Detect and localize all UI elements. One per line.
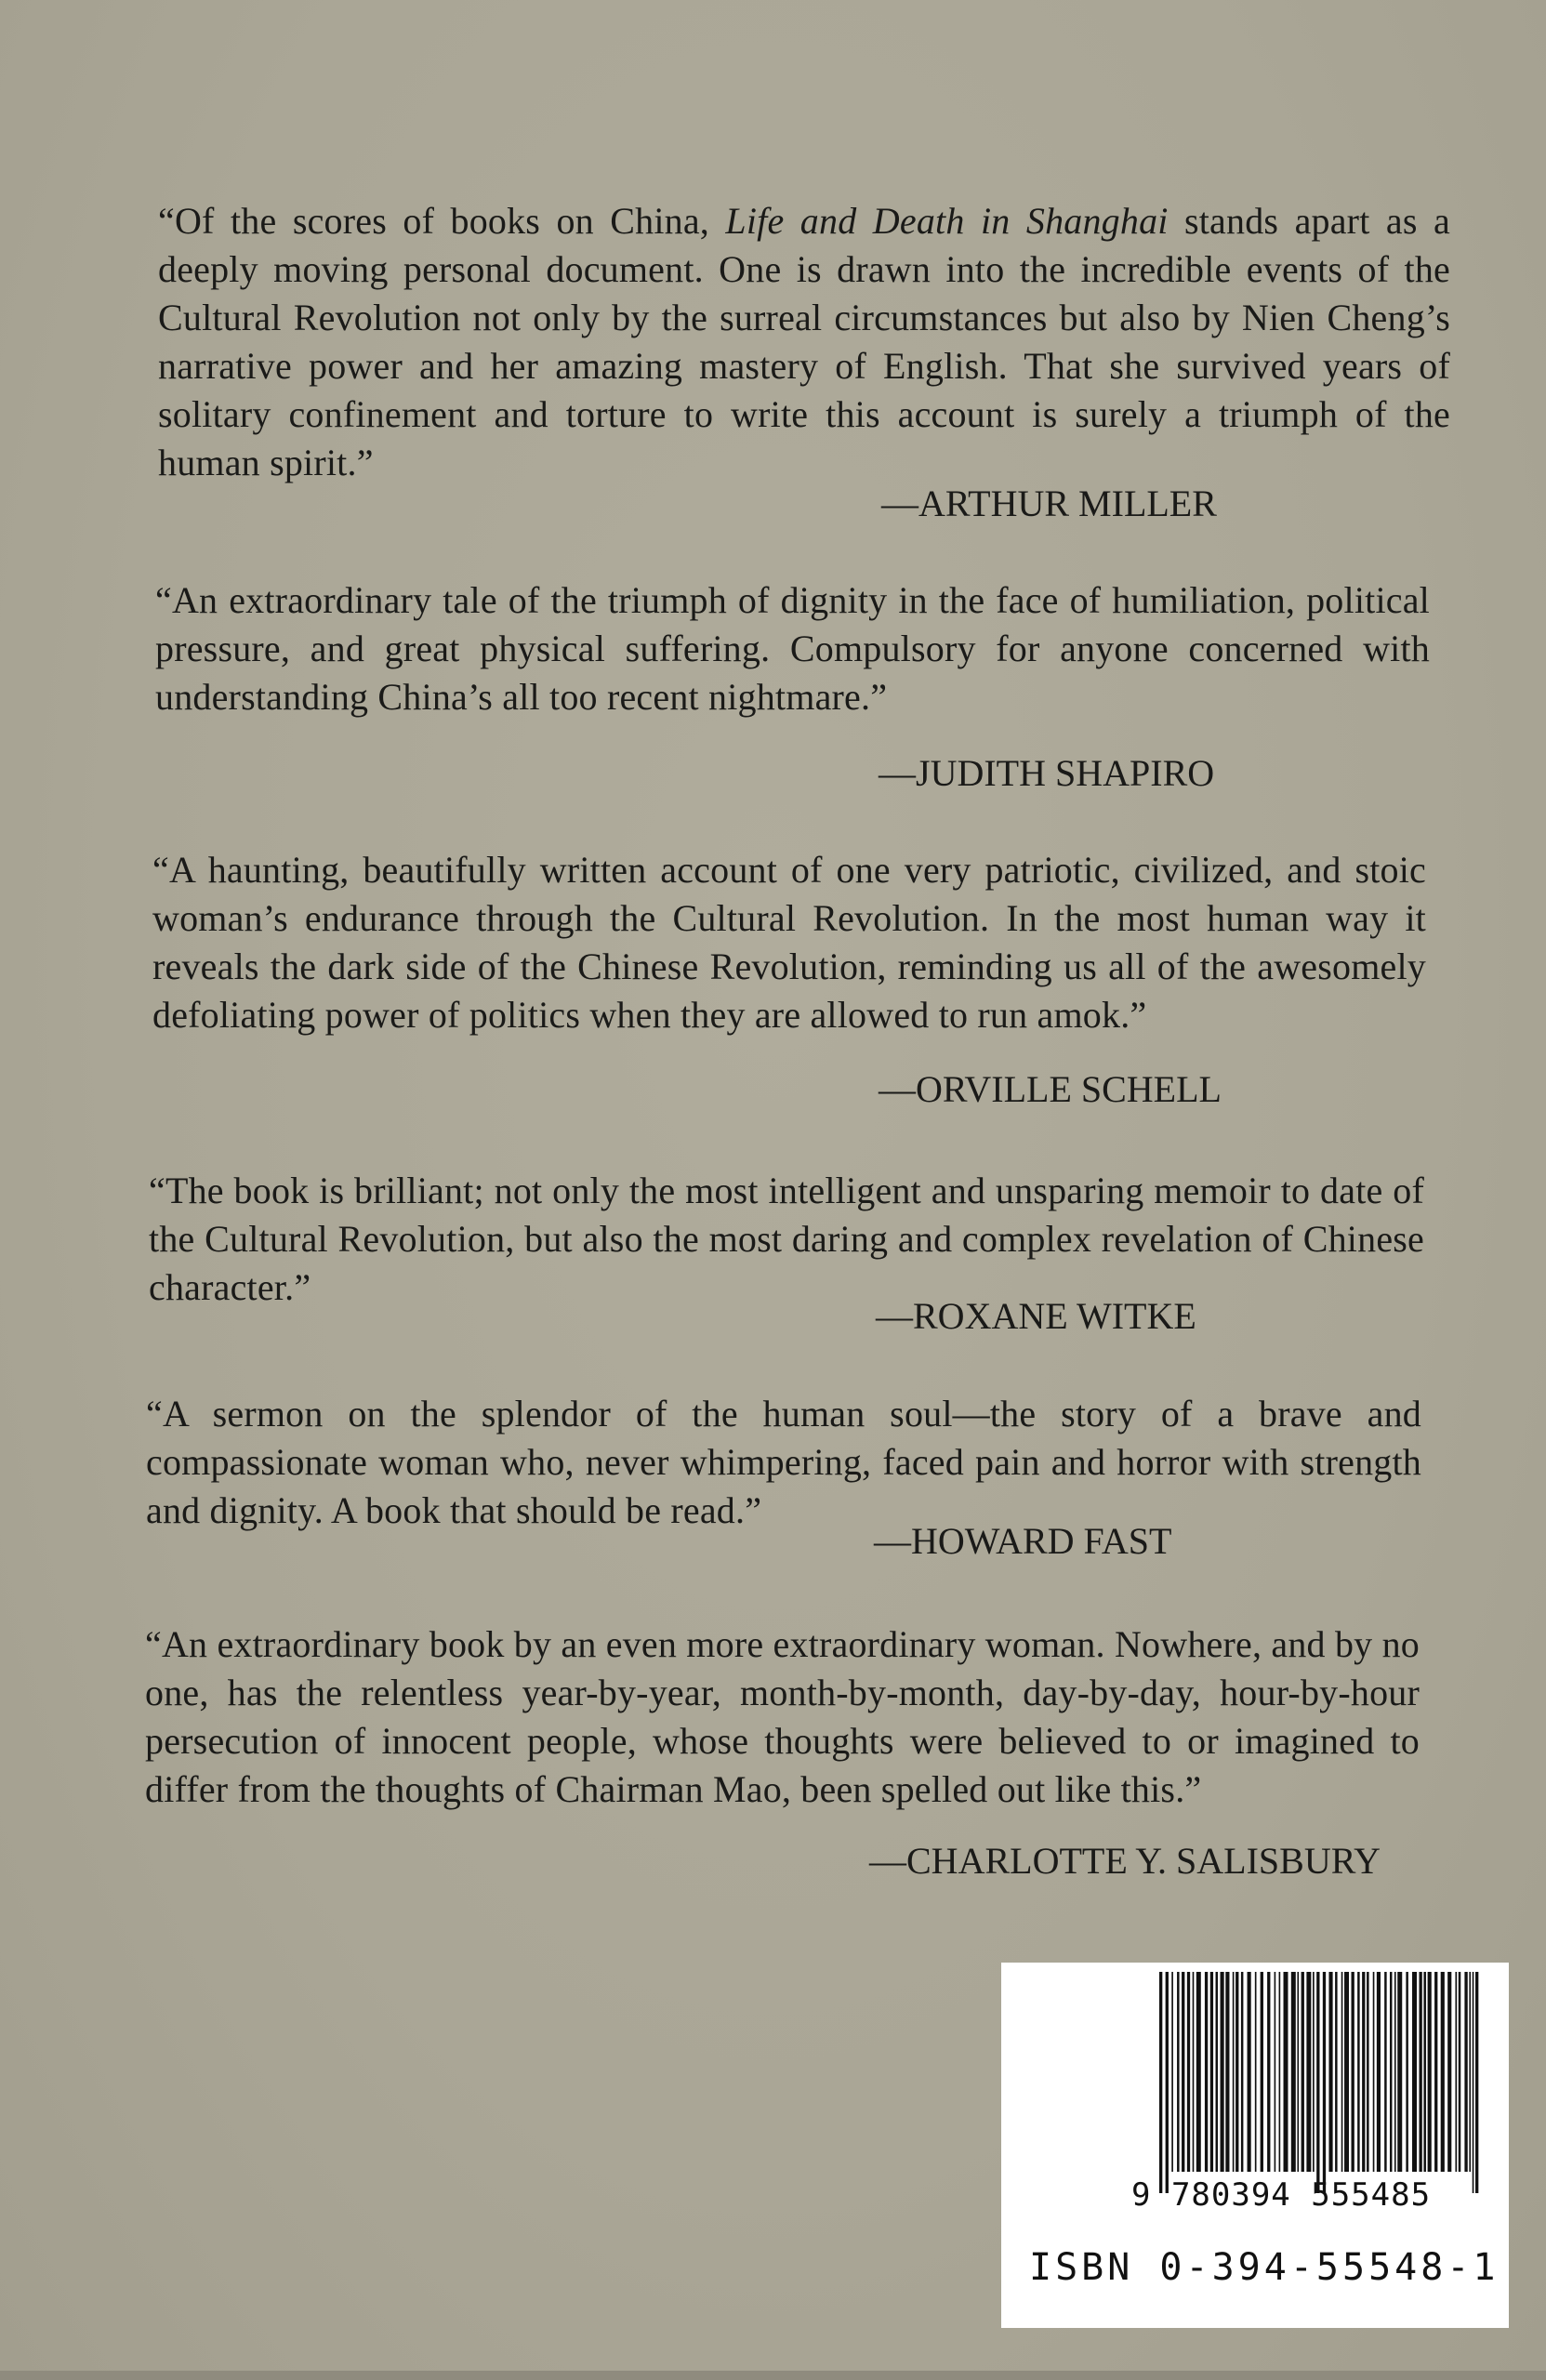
barcode-bar [1216, 1972, 1218, 2172]
barcode-bar [1423, 1972, 1425, 2172]
barcode-bar [1182, 1972, 1184, 2172]
barcode-bar [1390, 1972, 1392, 2172]
barcode-bar [1316, 1972, 1319, 2193]
barcode-bar [1475, 1972, 1478, 2193]
barcode-bar [1362, 1972, 1365, 2172]
barcode-bar [1419, 1972, 1421, 2172]
blurb-quote-3 [152, 846, 1426, 1039]
barcode-bar [1187, 1972, 1190, 2172]
barcode-bar [1434, 1972, 1437, 2172]
barcode-bar [1302, 1972, 1304, 2172]
barcode-bar [1177, 1972, 1179, 2172]
barcode-bar [1284, 1972, 1288, 2172]
barcode-bar [1469, 1972, 1471, 2172]
barcode-bar [1335, 1972, 1337, 2172]
blurb-quote-1-text [158, 197, 1450, 487]
barcode-bar [1455, 1972, 1457, 2172]
book-title-italic: Life and Death in Shanghai [725, 200, 1169, 242]
barcode-bar [1341, 1972, 1343, 2172]
barcode-bar [1233, 1972, 1235, 2172]
barcode-bar [1412, 1972, 1417, 2172]
blurb-author-6: —CHARLOTTE Y. SALISBURY [869, 1840, 1381, 1882]
barcode-bar [1447, 1972, 1451, 2172]
blurb-quote-6 [145, 1620, 1420, 1814]
blurb-quote-6-text: “An extraordinary book by an even more extraordinary woman. Nowhere, and by no one, has the relentless year-by-year, month-by-month, day-by-day, hour-by-hour persecution of innocent people, whose thoughts were believed to or imagined to differ from the thoughts of Chairman Mao, been spelled out like this.” [145, 1623, 1420, 1810]
barcode-bar [1279, 1972, 1281, 2172]
barcode-bar [1323, 1972, 1326, 2193]
barcode-bar [1357, 1972, 1359, 2172]
blurb-author-5: —HOWARD FAST [874, 1520, 1172, 1562]
barcode-bar [1205, 1972, 1208, 2172]
blurb-author-2: —JUDITH SHAPIRO [879, 752, 1215, 794]
blurb-quote-2-text: “An extraordinary tale of the triumph of dignity in the face of humiliation, political pressure, and great physical suffering. Compulsory for anyone concerned with understanding China’s all too recent nightmare.” [155, 579, 1430, 718]
barcode-bar [1441, 1972, 1445, 2172]
blurb-quote-4-text: “The book is brilliant; not only the most intelligent and unsparing memoir to date of the Cultural Revolution, but also the most daring and complex revelation of Chinese character.” [149, 1170, 1424, 1308]
blurb-quote-5 [146, 1390, 1421, 1535]
barcode-bar [1291, 1972, 1296, 2172]
barcode-bar [1210, 1972, 1213, 2172]
barcode-bar [1166, 1972, 1169, 2193]
barcode-digits: 9 780394 555485 [1131, 2176, 1432, 2214]
blurb-quote-2 [155, 576, 1430, 721]
barcode-bar [1313, 1972, 1315, 2172]
barcode-bar [1352, 1972, 1354, 2172]
barcode-bar [1384, 1972, 1386, 2172]
blurb-quote-1-text-end: stands apart as a deeply moving personal document. One is drawn into the incredible events of the Cultural Revolution not only by the surreal circumstances but also by Nien Cheng’s narrative power and her amazing mastery of English. That she survived years of solitary confinement and torture to write this account is surely a triumph of the human spirit.” [158, 200, 1450, 483]
barcode-bar [1344, 1972, 1349, 2172]
barcode-bar [1473, 1972, 1474, 2193]
barcode-bar [1196, 1972, 1201, 2172]
barcode-bar [1394, 1972, 1396, 2172]
isbn-number: ISBN 0-394-55548-1 [1029, 2246, 1500, 2289]
cover-bottom-edge [0, 2371, 1546, 2380]
blurb-quote-1-text-start: “Of the scores of books on China, [158, 200, 726, 242]
barcode-bar [1225, 1972, 1229, 2172]
barcode-bar [1159, 1972, 1162, 2193]
barcode-bar [1267, 1972, 1270, 2172]
barcode-bar [1221, 1972, 1224, 2172]
barcode-bar [1328, 1972, 1332, 2172]
barcode-bar [1248, 1972, 1251, 2172]
barcode-bar [1275, 1972, 1276, 2172]
barcode-bar [1235, 1972, 1238, 2172]
barcode-bar [1261, 1972, 1263, 2172]
barcode-bar [1406, 1972, 1407, 2172]
barcode-bar [1193, 1972, 1195, 2172]
barcode-panel [1001, 1963, 1509, 2328]
barcode-bar [1373, 1972, 1375, 2172]
barcode-bar [1377, 1972, 1381, 2172]
barcode-bar [1367, 1972, 1368, 2172]
barcode-bar [1428, 1972, 1432, 2172]
barcode-bar [1297, 1972, 1299, 2172]
blurb-author-4: —ROXANE WITKE [876, 1295, 1196, 1337]
barcode-bar [1464, 1972, 1467, 2172]
barcode-bar [1241, 1972, 1243, 2172]
barcode-bar [1171, 1972, 1173, 2172]
barcode-bar [1459, 1972, 1460, 2172]
blurb-author-1: —ARTHUR MILLER [881, 483, 1217, 524]
barcode-bar [1397, 1972, 1402, 2172]
blurb-quote-4 [149, 1167, 1424, 1312]
barcode-bar [1255, 1972, 1257, 2172]
barcode-bar [1306, 1972, 1311, 2172]
blurb-quote-3-text: “A haunting, beautifully written account of one very patriotic, civilized, and stoic woman’s endurance through the Cultural Revolution. In the most human way it reveals the dark side of the Chinese Revolution, reminding us all of the awesomely defoliating power of politics when they are allowed to run amok.” [152, 849, 1426, 1036]
blurb-author-3: —ORVILLE SCHELL [879, 1068, 1222, 1110]
blurb-quote-1 [158, 197, 1450, 487]
blurb-quote-5-text: “A sermon on the splendor of the human soul—the story of a brave and compassionate woman who, never whimpering, faced pain and horror with strength and dignity. A book that should be read.” [146, 1393, 1421, 1531]
